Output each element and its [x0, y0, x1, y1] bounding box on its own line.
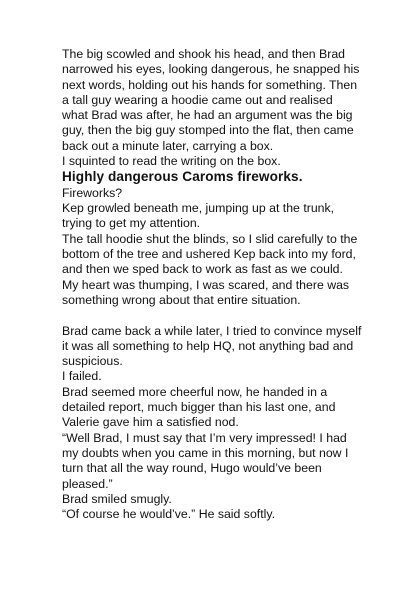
- paragraph-2: I squinted to read the writing on the box.: [62, 154, 281, 169]
- document-page: [62, 47, 362, 522]
- paragraph-7: Brad came back a while later, I tried to convince myself it was all something to help HQ, not anything bad and suspicious.: [62, 323, 362, 369]
- paragraph-4: Kep growled beneath me, jumping up at the trunk, trying to get my attention.: [62, 201, 335, 231]
- box-label-heading: Highly dangerous Caroms fireworks.: [62, 169, 303, 185]
- paragraph-10: “Well Brad, I must say that I’m very impressed! I had my doubts when you came in this morning, but now I turn that all the way round, Hugo would’ve been pleased.”: [62, 430, 349, 491]
- paragraph-1: The big scowled and shook his head, and then Brad narrowed his eyes, looking dangerous, he snapped his next words, holding out his hands for something. Then a tall guy wearing a hoodie came out and realised what Brad was after, he had an argument was the big guy, then the big guy stomped into the flat, then came back out a minute later, carrying a box.: [62, 47, 360, 153]
- paragraph-12: “Of course he would’ve.” He said softly.: [62, 507, 276, 522]
- paragraph-8: I failed.: [62, 369, 102, 384]
- paragraph-6: My heart was thumping, I was scared, and there was something wrong about that entire situation.: [62, 277, 350, 307]
- paragraph-11: Brad smiled smugly.: [62, 491, 172, 506]
- paragraph-3: Fireworks?: [62, 185, 123, 200]
- paragraph-9: Brad seemed more cheerful now, he handed in a detailed report, much bigger than his last one, and Valerie gave him a satisfied nod.: [62, 384, 336, 430]
- paragraph-5: The tall hoodie shut the blinds, so I slid carefully to the bottom of the tree and ushered Kep back into my ford, and then we sped back to work as fast as we could.: [62, 231, 358, 277]
- paragraph-spacer: [62, 308, 362, 323]
